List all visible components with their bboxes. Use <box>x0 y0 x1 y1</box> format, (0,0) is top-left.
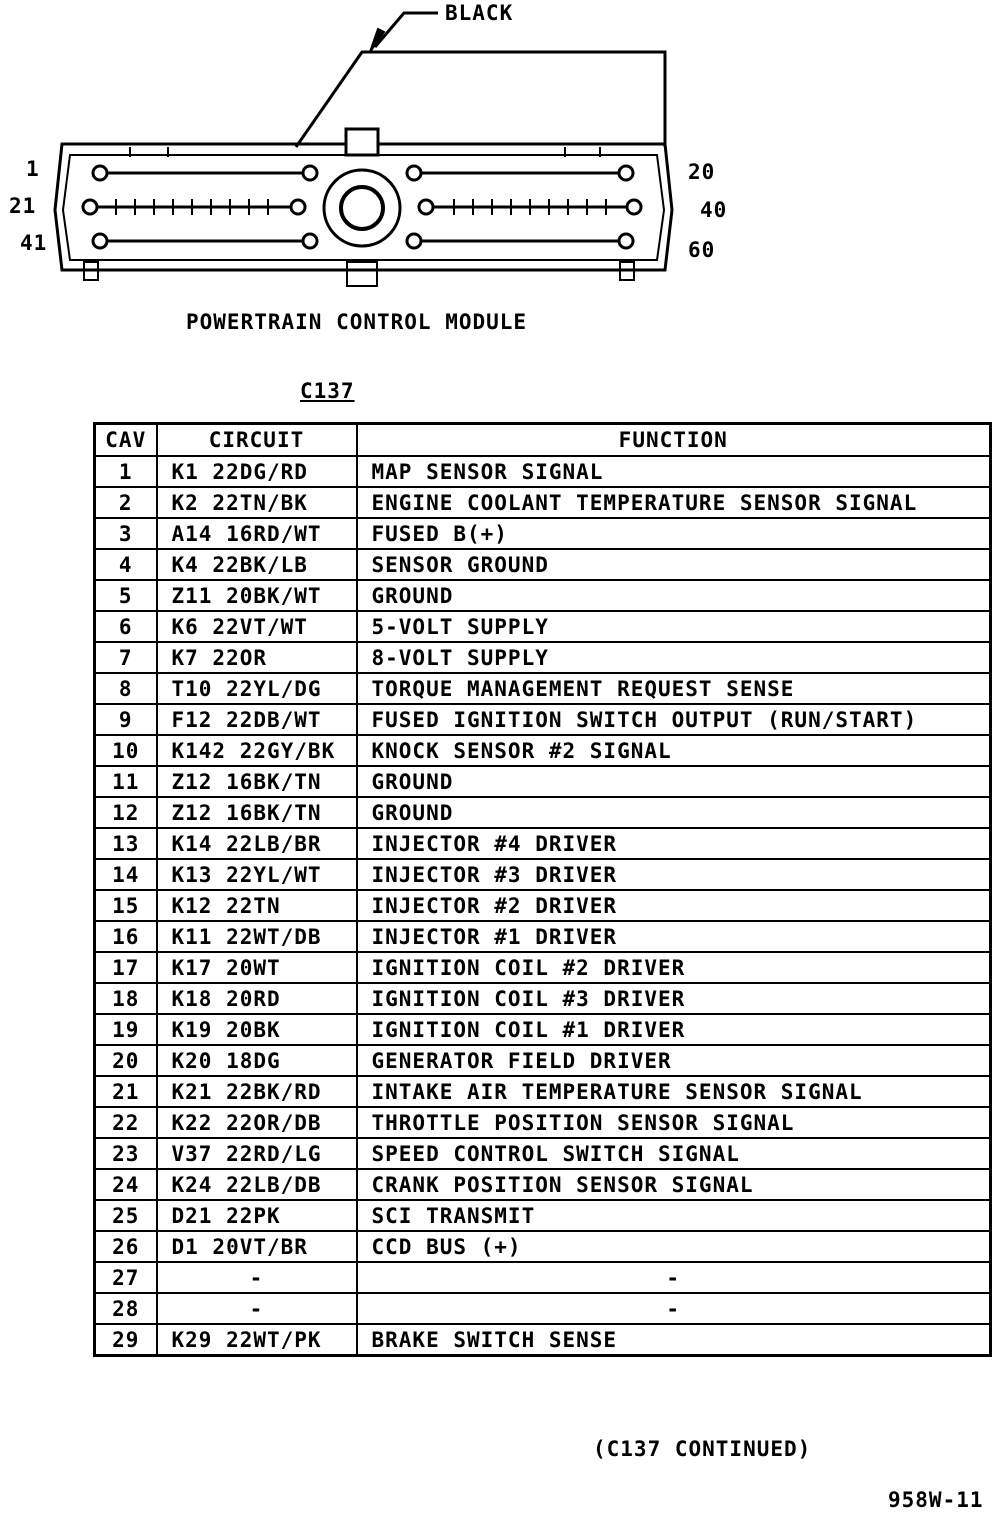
table-row <box>95 983 991 1014</box>
cell-cav: 15 <box>95 890 157 921</box>
table-row <box>95 735 991 766</box>
table-row <box>95 797 991 828</box>
table-row <box>95 766 991 797</box>
cell-function: BRAKE SWITCH SENSE <box>357 1324 991 1356</box>
table-row <box>95 1262 991 1293</box>
cell-cav: 29 <box>95 1324 157 1356</box>
cell-function: FUSED IGNITION SWITCH OUTPUT (RUN/START) <box>357 704 991 735</box>
cell-cav: 14 <box>95 859 157 890</box>
cell-circuit: - <box>157 1262 357 1293</box>
cell-circuit: K22 22OR/DB <box>157 1107 357 1138</box>
cell-circuit: Z11 20BK/WT <box>157 580 357 611</box>
table-row <box>95 1045 991 1076</box>
cell-function: ENGINE COOLANT TEMPERATURE SENSOR SIGNAL <box>357 487 991 518</box>
cell-function: KNOCK SENSOR #2 SIGNAL <box>357 735 991 766</box>
figure-id: 958W-11 <box>888 1488 984 1512</box>
cell-function: GROUND <box>357 797 991 828</box>
cell-circuit: D21 22PK <box>157 1200 357 1231</box>
cell-function: INJECTOR #3 DRIVER <box>357 859 991 890</box>
cell-cav: 11 <box>95 766 157 797</box>
table-row <box>95 611 991 642</box>
cell-function: SPEED CONTROL SWITCH SIGNAL <box>357 1138 991 1169</box>
cell-circuit: K4 22BK/LB <box>157 549 357 580</box>
cell-function: CCD BUS (+) <box>357 1231 991 1262</box>
table-row <box>95 549 991 580</box>
cell-function: TORQUE MANAGEMENT REQUEST SENSE <box>357 673 991 704</box>
table-row <box>95 1014 991 1045</box>
cavity-label-40: 40 <box>700 198 728 222</box>
table-row <box>95 952 991 983</box>
cell-cav: 13 <box>95 828 157 859</box>
cell-cav: 3 <box>95 518 157 549</box>
cell-function: GROUND <box>357 766 991 797</box>
table-row <box>95 859 991 890</box>
cell-cav: 18 <box>95 983 157 1014</box>
cell-function: FUSED B(+) <box>357 518 991 549</box>
cell-circuit: K7 22OR <box>157 642 357 673</box>
cell-cav: 17 <box>95 952 157 983</box>
cell-function: GROUND <box>357 580 991 611</box>
table-header-row <box>95 424 991 457</box>
cell-cav: 19 <box>95 1014 157 1045</box>
table-row <box>95 890 991 921</box>
cavity-label-41: 41 <box>20 231 48 255</box>
cell-cav: 22 <box>95 1107 157 1138</box>
component-title: POWERTRAIN CONTROL MODULE <box>186 310 528 334</box>
table-row <box>95 828 991 859</box>
cell-function: SENSOR GROUND <box>357 549 991 580</box>
cell-function: IGNITION COIL #2 DRIVER <box>357 952 991 983</box>
cell-circuit: K11 22WT/DB <box>157 921 357 952</box>
cell-function: INJECTOR #1 DRIVER <box>357 921 991 952</box>
cell-circuit: K6 22VT/WT <box>157 611 357 642</box>
cell-function: GENERATOR FIELD DRIVER <box>357 1045 991 1076</box>
cell-cav: 24 <box>95 1169 157 1200</box>
cell-circuit: K24 22LB/DB <box>157 1169 357 1200</box>
cell-circuit: T10 22YL/DG <box>157 673 357 704</box>
cell-circuit: K18 20RD <box>157 983 357 1014</box>
center-bolt-inner <box>341 187 383 229</box>
cell-cav: 6 <box>95 611 157 642</box>
cell-cav: 10 <box>95 735 157 766</box>
cell-circuit: A14 16RD/WT <box>157 518 357 549</box>
table-row <box>95 704 991 735</box>
table-row <box>95 1169 991 1200</box>
cell-circuit: K142 22GY/BK <box>157 735 357 766</box>
table-row <box>95 642 991 673</box>
cell-cav: 23 <box>95 1138 157 1169</box>
table-row <box>95 580 991 611</box>
continued-note: (C137 CONTINUED) <box>593 1437 812 1461</box>
connector-latch-bottom <box>347 262 377 286</box>
cavity-label-21: 21 <box>9 194 37 218</box>
cell-circuit: K2 22TN/BK <box>157 487 357 518</box>
cell-cav: 12 <box>95 797 157 828</box>
table-row <box>95 456 991 487</box>
table-row <box>95 1324 991 1356</box>
table-row <box>95 921 991 952</box>
cell-circuit: D1 20VT/BR <box>157 1231 357 1262</box>
cell-function: IGNITION COIL #1 DRIVER <box>357 1014 991 1045</box>
cell-cav: 7 <box>95 642 157 673</box>
cell-cav: 27 <box>95 1262 157 1293</box>
cell-function: INTAKE AIR TEMPERATURE SENSOR SIGNAL <box>357 1076 991 1107</box>
header-circuit: CIRCUIT <box>157 424 357 457</box>
cell-circuit: K21 22BK/RD <box>157 1076 357 1107</box>
cell-function: THROTTLE POSITION SENSOR SIGNAL <box>357 1107 991 1138</box>
header-cav: CAV <box>95 424 157 457</box>
cell-circuit: F12 22DB/WT <box>157 704 357 735</box>
cell-circuit: Z12 16BK/TN <box>157 766 357 797</box>
cavity-label-20: 20 <box>688 160 716 184</box>
cell-function: SCI TRANSMIT <box>357 1200 991 1231</box>
cell-function: IGNITION COIL #3 DRIVER <box>357 983 991 1014</box>
connector-diagram <box>0 0 1008 360</box>
wire-color-label: BLACK <box>445 1 514 25</box>
cell-circuit: K13 22YL/WT <box>157 859 357 890</box>
cell-function: INJECTOR #2 DRIVER <box>357 890 991 921</box>
cell-cav: 8 <box>95 673 157 704</box>
table-row <box>95 1107 991 1138</box>
cell-cav: 20 <box>95 1045 157 1076</box>
cell-cav: 2 <box>95 487 157 518</box>
cell-cav: 4 <box>95 549 157 580</box>
cell-cav: 25 <box>95 1200 157 1231</box>
cell-circuit: K20 18DG <box>157 1045 357 1076</box>
table-row <box>95 1200 991 1231</box>
cell-function: - <box>357 1262 991 1293</box>
cell-cav: 5 <box>95 580 157 611</box>
cell-circuit: Z12 16BK/TN <box>157 797 357 828</box>
cell-function: CRANK POSITION SENSOR SIGNAL <box>357 1169 991 1200</box>
table-row <box>95 518 991 549</box>
pinout-table <box>93 422 992 1357</box>
table-row <box>95 1138 991 1169</box>
connector-latch-top <box>346 129 378 155</box>
cell-cav: 1 <box>95 456 157 487</box>
cell-circuit: K12 22TN <box>157 890 357 921</box>
header-function: FUNCTION <box>357 424 991 457</box>
cell-cav: 28 <box>95 1293 157 1324</box>
cell-circuit: - <box>157 1293 357 1324</box>
cell-circuit: K1 22DG/RD <box>157 456 357 487</box>
connector-id: C137 <box>300 379 355 403</box>
cell-function: INJECTOR #4 DRIVER <box>357 828 991 859</box>
table-row <box>95 487 991 518</box>
table-row <box>95 1293 991 1324</box>
cell-circuit: K19 20BK <box>157 1014 357 1045</box>
table-row <box>95 673 991 704</box>
cell-circuit: K29 22WT/PK <box>157 1324 357 1356</box>
cavity-label-1: 1 <box>26 157 40 181</box>
cavity-label-60: 60 <box>688 238 716 262</box>
cell-circuit: K17 20WT <box>157 952 357 983</box>
cell-circuit: V37 22RD/LG <box>157 1138 357 1169</box>
cell-cav: 21 <box>95 1076 157 1107</box>
cell-cav: 26 <box>95 1231 157 1262</box>
table-row <box>95 1076 991 1107</box>
cell-circuit: K14 22LB/BR <box>157 828 357 859</box>
cell-function: 5-VOLT SUPPLY <box>357 611 991 642</box>
cell-cav: 9 <box>95 704 157 735</box>
cell-function: MAP SENSOR SIGNAL <box>357 456 991 487</box>
cell-function: 8-VOLT SUPPLY <box>357 642 991 673</box>
table-row <box>95 1231 991 1262</box>
cell-cav: 16 <box>95 921 157 952</box>
cell-function: - <box>357 1293 991 1324</box>
